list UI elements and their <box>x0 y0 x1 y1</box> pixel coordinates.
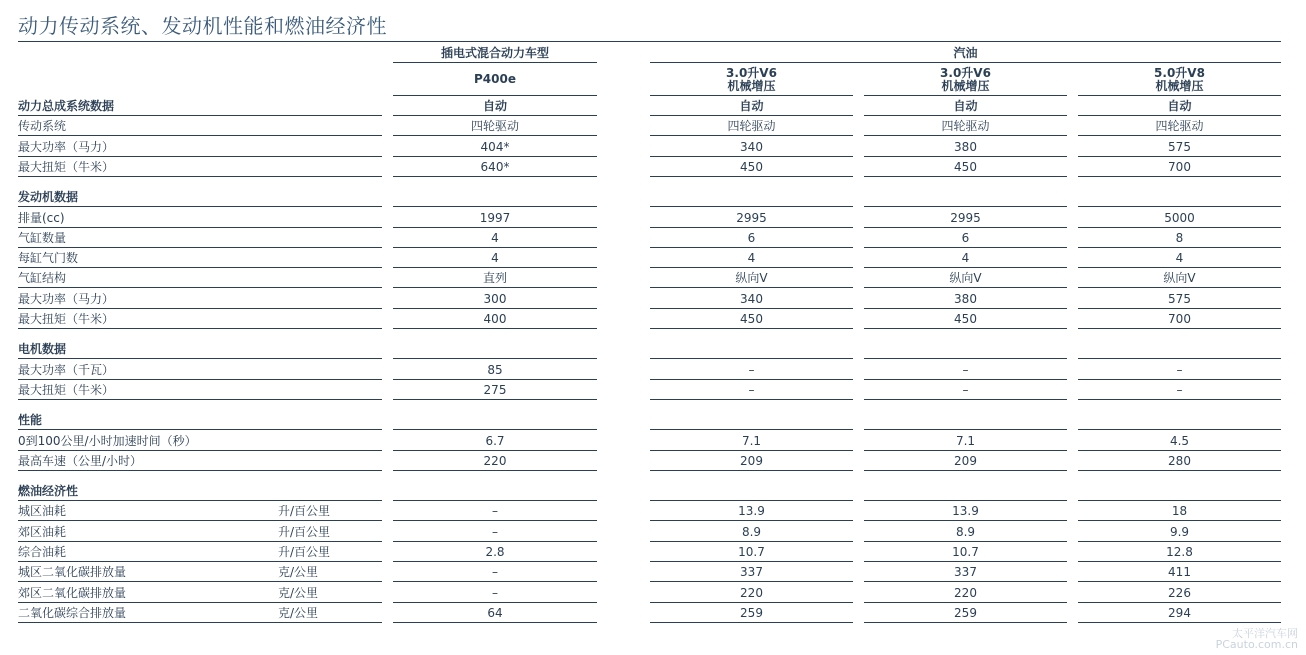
row-divider <box>650 227 853 228</box>
row-divider <box>864 308 1067 309</box>
row-divider <box>864 287 1067 288</box>
row-divider <box>864 500 1067 501</box>
row-divider <box>18 450 382 451</box>
row-divider <box>18 399 382 400</box>
row-divider <box>864 429 1067 430</box>
header-divider <box>864 95 1067 96</box>
header-divider <box>393 95 597 96</box>
header-divider <box>650 62 1281 63</box>
row-divider <box>1078 115 1281 116</box>
row-divider <box>1078 358 1281 359</box>
cell-value: 4 <box>1175 251 1184 265</box>
row-divider <box>18 602 382 603</box>
cell-value: 220 <box>740 586 763 600</box>
cell-value: 4 <box>961 251 970 265</box>
model-name: 5.0升V8 <box>1154 66 1205 80</box>
row-divider <box>650 247 853 248</box>
cell-value: – <box>962 363 969 377</box>
row-divider <box>18 379 382 380</box>
cell-value: 四轮驱动 <box>727 119 776 133</box>
row-divider <box>1078 247 1281 248</box>
row-divider <box>650 399 853 400</box>
row-unit: 克/公里 <box>278 586 319 600</box>
cell-value: 四轮驱动 <box>941 119 990 133</box>
section-title: 动力总成系统数据 <box>18 99 115 113</box>
row-divider <box>1078 399 1281 400</box>
row-divider <box>864 470 1067 471</box>
row-divider <box>864 520 1067 521</box>
row-divider <box>18 328 382 329</box>
cell-value: 300 <box>483 292 507 306</box>
row-divider <box>393 520 597 521</box>
cell-value: 2995 <box>950 211 981 225</box>
row-divider <box>393 358 597 359</box>
row-unit: 升/百公里 <box>278 525 331 539</box>
cell-value: 275 <box>483 383 507 397</box>
row-divider <box>393 156 597 157</box>
row-divider <box>393 115 597 116</box>
row-divider <box>393 399 597 400</box>
title-divider <box>18 41 1281 42</box>
cell-value: – <box>1176 363 1183 377</box>
row-divider <box>1078 135 1281 136</box>
cell-value: 13.9 <box>952 504 979 518</box>
cell-value: 575 <box>1168 292 1191 306</box>
cell-value: 纵向V <box>1163 271 1196 285</box>
cell-value: 700 <box>1168 312 1191 326</box>
cell-value: 7.1 <box>741 434 762 448</box>
cell-value: 259 <box>954 606 977 620</box>
cell-value: 4 <box>747 251 756 265</box>
row-divider <box>393 379 597 380</box>
row-divider <box>1078 176 1281 177</box>
row-divider <box>650 379 853 380</box>
row-divider <box>393 176 597 177</box>
section-title: 燃油经济性 <box>18 484 79 498</box>
row-divider <box>18 206 382 207</box>
row-label: 每缸气门数 <box>18 251 79 265</box>
cell-value: 6 <box>961 231 970 245</box>
cell-value: 自动 <box>482 99 507 113</box>
row-divider <box>650 500 853 501</box>
row-divider <box>18 581 382 582</box>
row-divider <box>1078 450 1281 451</box>
row-divider <box>650 429 853 430</box>
row-divider <box>1078 581 1281 582</box>
row-divider <box>650 176 853 177</box>
cell-value: 直列 <box>482 271 507 285</box>
row-label: 郊区二氧化碳排放量 <box>18 586 127 600</box>
row-divider <box>864 399 1067 400</box>
row-divider <box>650 287 853 288</box>
row-divider <box>393 308 597 309</box>
row-divider <box>864 450 1067 451</box>
cell-value: 12.8 <box>1166 545 1193 559</box>
row-divider <box>393 227 597 228</box>
row-divider <box>393 287 597 288</box>
cell-value: 自动 <box>1167 99 1192 113</box>
row-divider <box>18 115 382 116</box>
row-divider <box>18 287 382 288</box>
cell-value: 纵向V <box>949 271 982 285</box>
cell-value: 4 <box>491 231 499 245</box>
cell-value: – <box>492 525 498 539</box>
row-divider <box>393 135 597 136</box>
row-divider <box>1078 429 1281 430</box>
cell-value: 8.9 <box>955 525 976 539</box>
row-label: 二氧化碳综合排放量 <box>18 606 127 620</box>
cell-value: – <box>748 383 755 397</box>
row-divider <box>1078 328 1281 329</box>
row-unit: 克/公里 <box>278 606 319 620</box>
row-label: 最大功率（马力） <box>18 292 115 306</box>
cell-value: 1997 <box>479 211 511 225</box>
row-divider <box>1078 622 1281 623</box>
row-divider <box>393 247 597 248</box>
cell-value: 四轮驱动 <box>470 119 519 133</box>
row-divider <box>393 470 597 471</box>
row-divider <box>18 470 382 471</box>
row-divider <box>650 115 853 116</box>
row-label: 城区二氧化碳排放量 <box>18 565 127 579</box>
row-divider <box>18 176 382 177</box>
row-divider <box>393 622 597 623</box>
cell-value: – <box>1176 383 1183 397</box>
row-divider <box>18 541 382 542</box>
cell-value: 四轮驱动 <box>1155 119 1204 133</box>
header-divider <box>650 95 853 96</box>
row-label: 0到100公里/小时加速时间（秒） <box>18 434 197 448</box>
row-divider <box>393 581 597 582</box>
model-subtitle: 机械增压 <box>1155 79 1204 93</box>
row-divider <box>18 429 382 430</box>
row-divider <box>1078 561 1281 562</box>
cell-value: 380 <box>954 292 977 306</box>
row-label: 综合油耗 <box>18 545 67 559</box>
row-divider <box>650 135 853 136</box>
cell-value: 纵向V <box>735 271 768 285</box>
cell-value: 380 <box>954 140 977 154</box>
row-divider <box>1078 287 1281 288</box>
row-divider <box>864 358 1067 359</box>
row-divider <box>1078 156 1281 157</box>
watermark-line2: PCauto.com.cn <box>1215 638 1298 651</box>
cell-value: 226 <box>1168 586 1191 600</box>
cell-value: 450 <box>740 160 763 174</box>
row-divider <box>18 622 382 623</box>
cell-value: – <box>492 504 498 518</box>
cell-value: 400 <box>483 312 507 326</box>
cell-value: 9.9 <box>1169 525 1190 539</box>
row-divider <box>650 470 853 471</box>
row-divider <box>650 206 853 207</box>
row-divider <box>18 267 382 268</box>
cell-value: 10.7 <box>952 545 979 559</box>
cell-value: 450 <box>954 312 977 326</box>
cell-value: 10.7 <box>738 545 765 559</box>
cell-value: – <box>962 383 969 397</box>
row-divider <box>650 520 853 521</box>
row-divider <box>393 541 597 542</box>
row-divider <box>864 156 1067 157</box>
row-label: 气缸数量 <box>18 231 67 245</box>
row-divider <box>1078 267 1281 268</box>
row-divider <box>1078 541 1281 542</box>
header-group-phev: 插电式混合动力车型 <box>440 46 549 60</box>
row-divider <box>650 308 853 309</box>
row-divider <box>864 602 1067 603</box>
row-divider <box>650 450 853 451</box>
cell-value: 404* <box>480 140 510 154</box>
row-unit: 升/百公里 <box>278 545 331 559</box>
row-divider <box>1078 308 1281 309</box>
row-label: 最大扭矩（牛米） <box>18 160 115 174</box>
row-divider <box>18 156 382 157</box>
cell-value: 209 <box>954 454 977 468</box>
row-label: 传动系统 <box>18 119 67 133</box>
header-group-petrol: 汽油 <box>953 46 978 60</box>
cell-value: 6.7 <box>485 434 505 448</box>
row-divider <box>18 520 382 521</box>
row-label: 最大扭矩（牛米） <box>18 312 115 326</box>
cell-value: 337 <box>740 565 763 579</box>
cell-value: 340 <box>740 292 763 306</box>
model-name: P400e <box>474 72 516 86</box>
section-title: 性能 <box>18 413 43 427</box>
cell-value: 5000 <box>1164 211 1195 225</box>
watermark-line1: 太平洋汽车网 <box>1232 627 1298 640</box>
row-divider <box>18 358 382 359</box>
row-divider <box>18 247 382 248</box>
row-divider <box>1078 206 1281 207</box>
row-divider <box>864 561 1067 562</box>
row-divider <box>393 561 597 562</box>
cell-value: 575 <box>1168 140 1191 154</box>
cell-value: 自动 <box>739 99 764 113</box>
cell-value: 8 <box>1175 231 1184 245</box>
cell-value: 18 <box>1171 504 1188 518</box>
row-divider <box>864 581 1067 582</box>
row-label: 排量(cc) <box>18 211 65 225</box>
row-divider <box>650 156 853 157</box>
cell-value: 2995 <box>736 211 767 225</box>
row-divider <box>864 622 1067 623</box>
row-divider <box>864 328 1067 329</box>
header-divider <box>1078 95 1281 96</box>
cell-value: 280 <box>1168 454 1191 468</box>
row-divider <box>864 379 1067 380</box>
cell-value: 450 <box>954 160 977 174</box>
row-divider <box>650 561 853 562</box>
watermark <box>1216 628 1298 650</box>
row-divider <box>650 581 853 582</box>
row-unit: 升/百公里 <box>278 504 331 518</box>
row-divider <box>393 602 597 603</box>
row-label: 最大功率（马力） <box>18 140 115 154</box>
row-label: 城区油耗 <box>18 504 67 518</box>
header-divider <box>393 62 597 63</box>
row-unit: 克/公里 <box>278 565 319 579</box>
model-name: 3.0升V6 <box>726 66 777 80</box>
row-divider <box>650 358 853 359</box>
cell-value: 450 <box>740 312 763 326</box>
cell-value: 411 <box>1168 565 1191 579</box>
model-name: 3.0升V6 <box>940 66 991 80</box>
cell-value: 209 <box>740 454 763 468</box>
cell-value: 220 <box>954 586 977 600</box>
cell-value: 640* <box>480 160 510 174</box>
row-divider <box>1078 520 1281 521</box>
row-divider <box>393 206 597 207</box>
model-subtitle: 机械增压 <box>727 79 776 93</box>
cell-value: 2.8 <box>485 545 505 559</box>
row-divider <box>393 328 597 329</box>
row-label: 最大扭矩（牛米） <box>18 383 115 397</box>
cell-value: 自动 <box>953 99 978 113</box>
cell-value: – <box>492 565 498 579</box>
cell-value: – <box>748 363 755 377</box>
row-divider <box>864 206 1067 207</box>
row-divider <box>393 500 597 501</box>
section-title: 发动机数据 <box>18 190 79 204</box>
row-divider <box>1078 602 1281 603</box>
row-label: 最大功率（千瓦） <box>18 363 115 377</box>
row-divider <box>1078 500 1281 501</box>
cell-value: 4 <box>491 251 499 265</box>
row-divider <box>18 227 382 228</box>
cell-value: 337 <box>954 565 977 579</box>
row-divider <box>18 561 382 562</box>
row-divider <box>864 176 1067 177</box>
row-divider <box>650 541 853 542</box>
cell-value: 4.5 <box>1169 434 1190 448</box>
row-divider <box>1078 227 1281 228</box>
row-label: 郊区油耗 <box>18 525 67 539</box>
cell-value: 6 <box>747 231 756 245</box>
cell-value: – <box>492 586 498 600</box>
row-divider <box>1078 379 1281 380</box>
row-divider <box>18 135 382 136</box>
section-title: 电机数据 <box>18 342 67 356</box>
row-divider <box>650 328 853 329</box>
row-divider <box>864 135 1067 136</box>
row-divider <box>393 450 597 451</box>
row-label: 气缸结构 <box>18 271 67 285</box>
cell-value: 294 <box>1168 606 1191 620</box>
row-divider <box>650 267 853 268</box>
row-divider <box>864 267 1067 268</box>
cell-value: 85 <box>487 363 503 377</box>
cell-value: 259 <box>740 606 763 620</box>
cell-value: 7.1 <box>955 434 976 448</box>
row-divider <box>864 115 1067 116</box>
cell-value: 700 <box>1168 160 1191 174</box>
cell-value: 220 <box>483 454 507 468</box>
row-divider <box>650 602 853 603</box>
row-divider <box>1078 470 1281 471</box>
row-divider <box>18 308 382 309</box>
row-divider <box>864 247 1067 248</box>
cell-value: 8.9 <box>741 525 762 539</box>
row-divider <box>18 500 382 501</box>
page-title: 动力传动系统、发动机性能和燃油经济性 <box>18 14 387 38</box>
row-divider <box>650 622 853 623</box>
row-divider <box>393 429 597 430</box>
row-divider <box>864 227 1067 228</box>
cell-value: 13.9 <box>738 504 765 518</box>
cell-value: 64 <box>487 606 503 620</box>
cell-value: 340 <box>740 140 763 154</box>
row-divider <box>864 541 1067 542</box>
row-label: 最高车速（公里/小时） <box>18 454 143 468</box>
row-divider <box>393 267 597 268</box>
model-subtitle: 机械增压 <box>941 79 990 93</box>
